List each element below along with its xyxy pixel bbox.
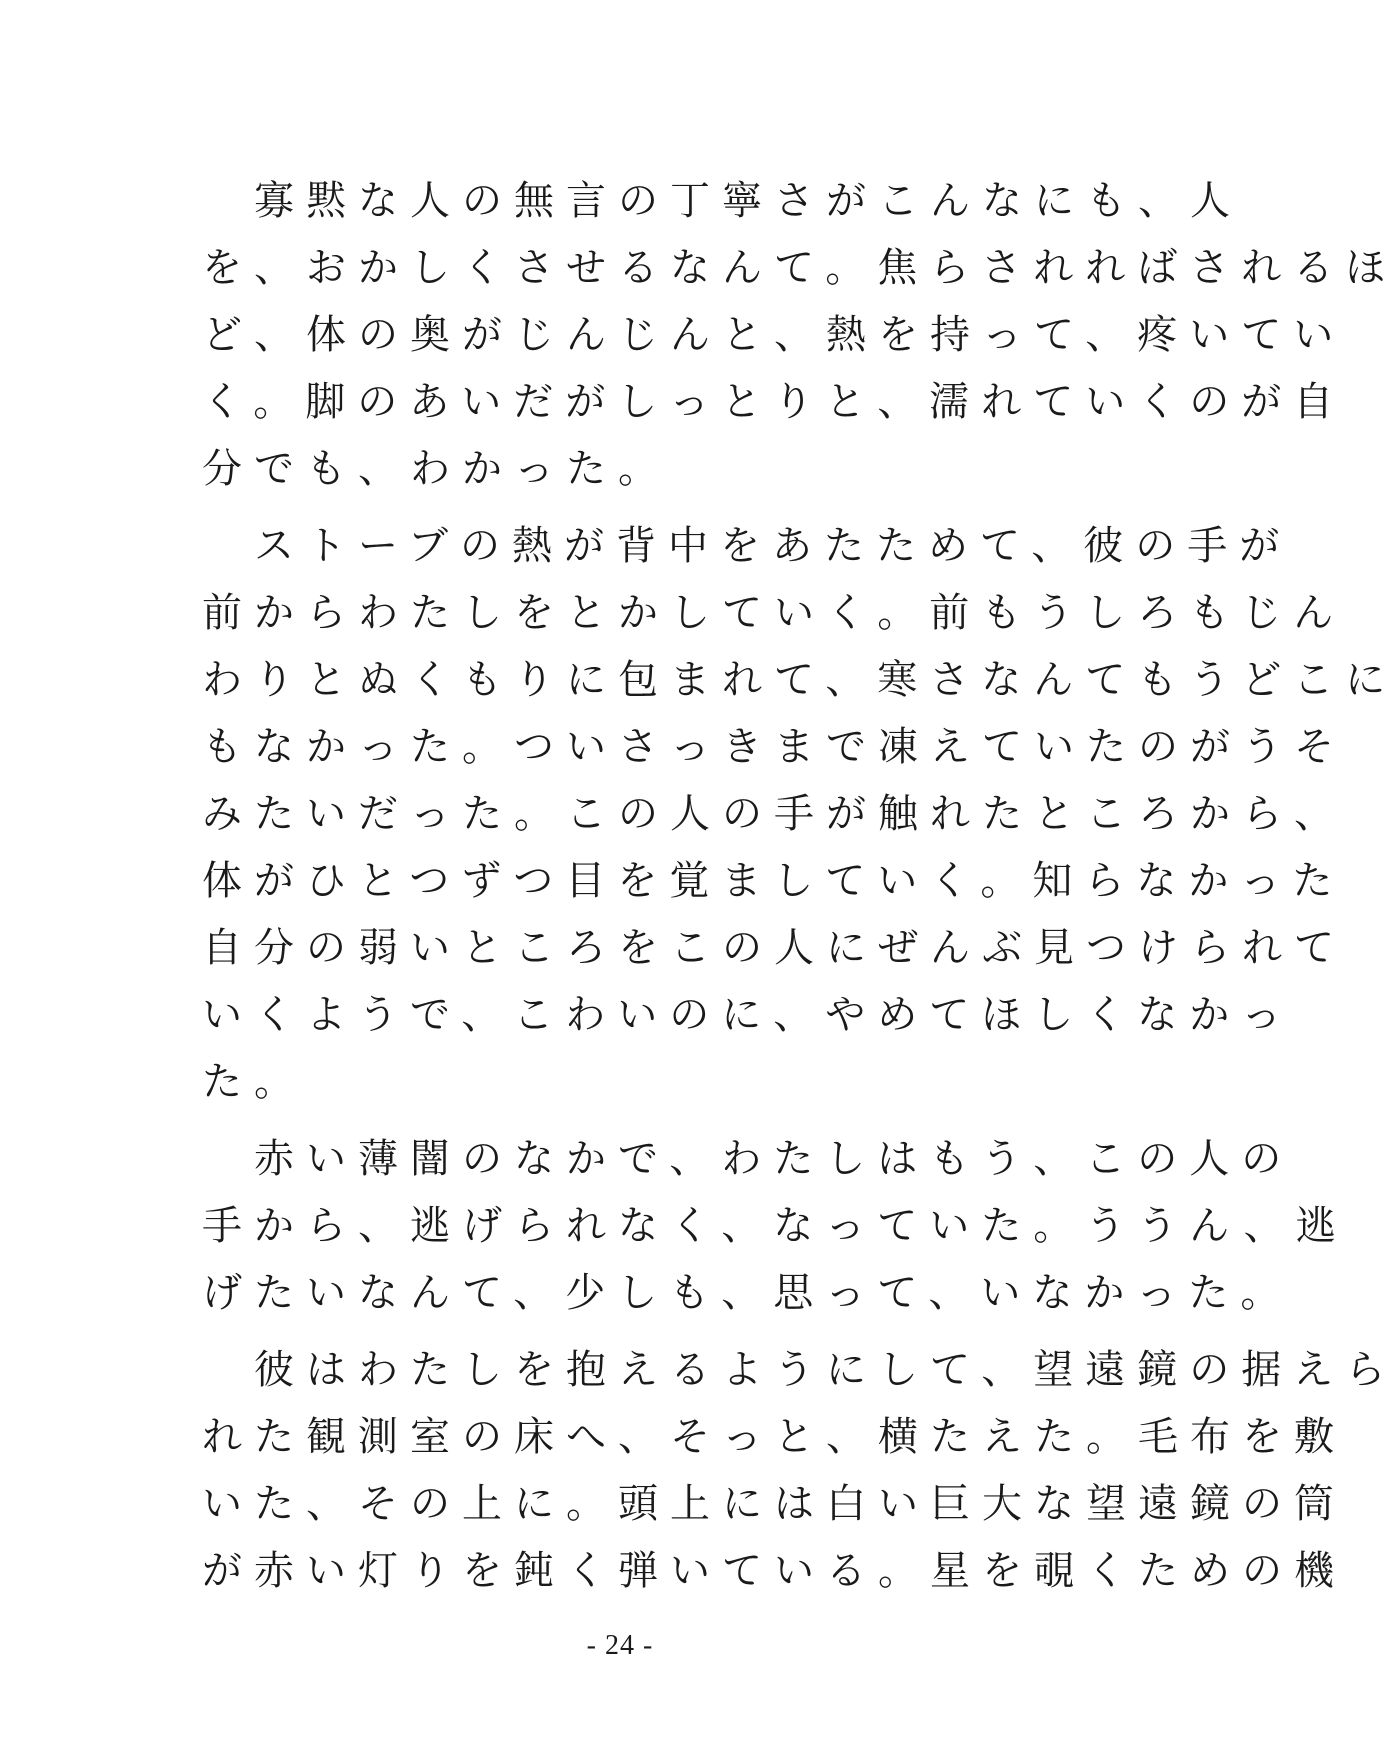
paragraph-2 xyxy=(202,513,1397,1116)
paragraph-1 xyxy=(202,168,1397,503)
text-line: 寡黙な人の無言の丁寧さがこんなにも、人 xyxy=(202,178,1242,224)
text-line: 自分の弱いところをこの人にぜんぶ見つけられて xyxy=(202,925,1346,971)
text-line: いた、その上に。頭上には白い巨大な望遠鏡の筒 xyxy=(202,1481,1346,1527)
text-line: もなかった。ついさっきまで凍えていたのがうそ xyxy=(202,724,1346,770)
text-line: れた観測室の床へ、そっと、横たえた。毛布を敷 xyxy=(202,1414,1346,1460)
paragraph-3 xyxy=(202,1126,1348,1327)
text-line: ど、体の奥がじんじんと、熱を持って、疼いてい xyxy=(202,312,1346,358)
text-line: 赤い薄闇のなかで、わたしはもう、この人の xyxy=(202,1136,1294,1182)
text-line: く。脚のあいだがしっとりと、濡れていくのが自 xyxy=(202,379,1346,425)
text-line: げたいなんて、少しも、思って、いなかった。 xyxy=(202,1270,1293,1316)
body-text xyxy=(202,168,1397,1615)
paragraph-4 xyxy=(202,1337,1397,1605)
text-line: みたいだった。この人の手が触れたところから、 xyxy=(202,791,1346,837)
text-line: いくようで、こわいのに、やめてほしくなかっ xyxy=(202,992,1294,1038)
text-line: 分でも、わかった。 xyxy=(202,446,670,492)
text-line: わりとぬくもりに包まれて、寒さなんてもうどこに xyxy=(202,657,1397,703)
text-line: ストーブの熱が背中をあたためて、彼の手が xyxy=(202,523,1292,569)
text-line: た。 xyxy=(202,1059,306,1105)
text-line: 手から、逃げられなく、なっていた。ううん、逃 xyxy=(202,1203,1348,1249)
text-line: が赤い灯りを鈍く弾いている。星を覗くための機 xyxy=(202,1548,1346,1594)
text-line: 彼はわたしを抱えるようにして、望遠鏡の据えら xyxy=(202,1347,1397,1393)
page-number: - 24 - xyxy=(586,1630,654,1661)
text-line: 前からわたしをとかしていく。前もうしろもじん xyxy=(202,590,1346,636)
text-line: を、おかしくさせるなんて。焦らされればされるほ xyxy=(202,245,1397,291)
text-line: 体がひとつずつ目を覚ましていく。知らなかった xyxy=(202,858,1345,904)
